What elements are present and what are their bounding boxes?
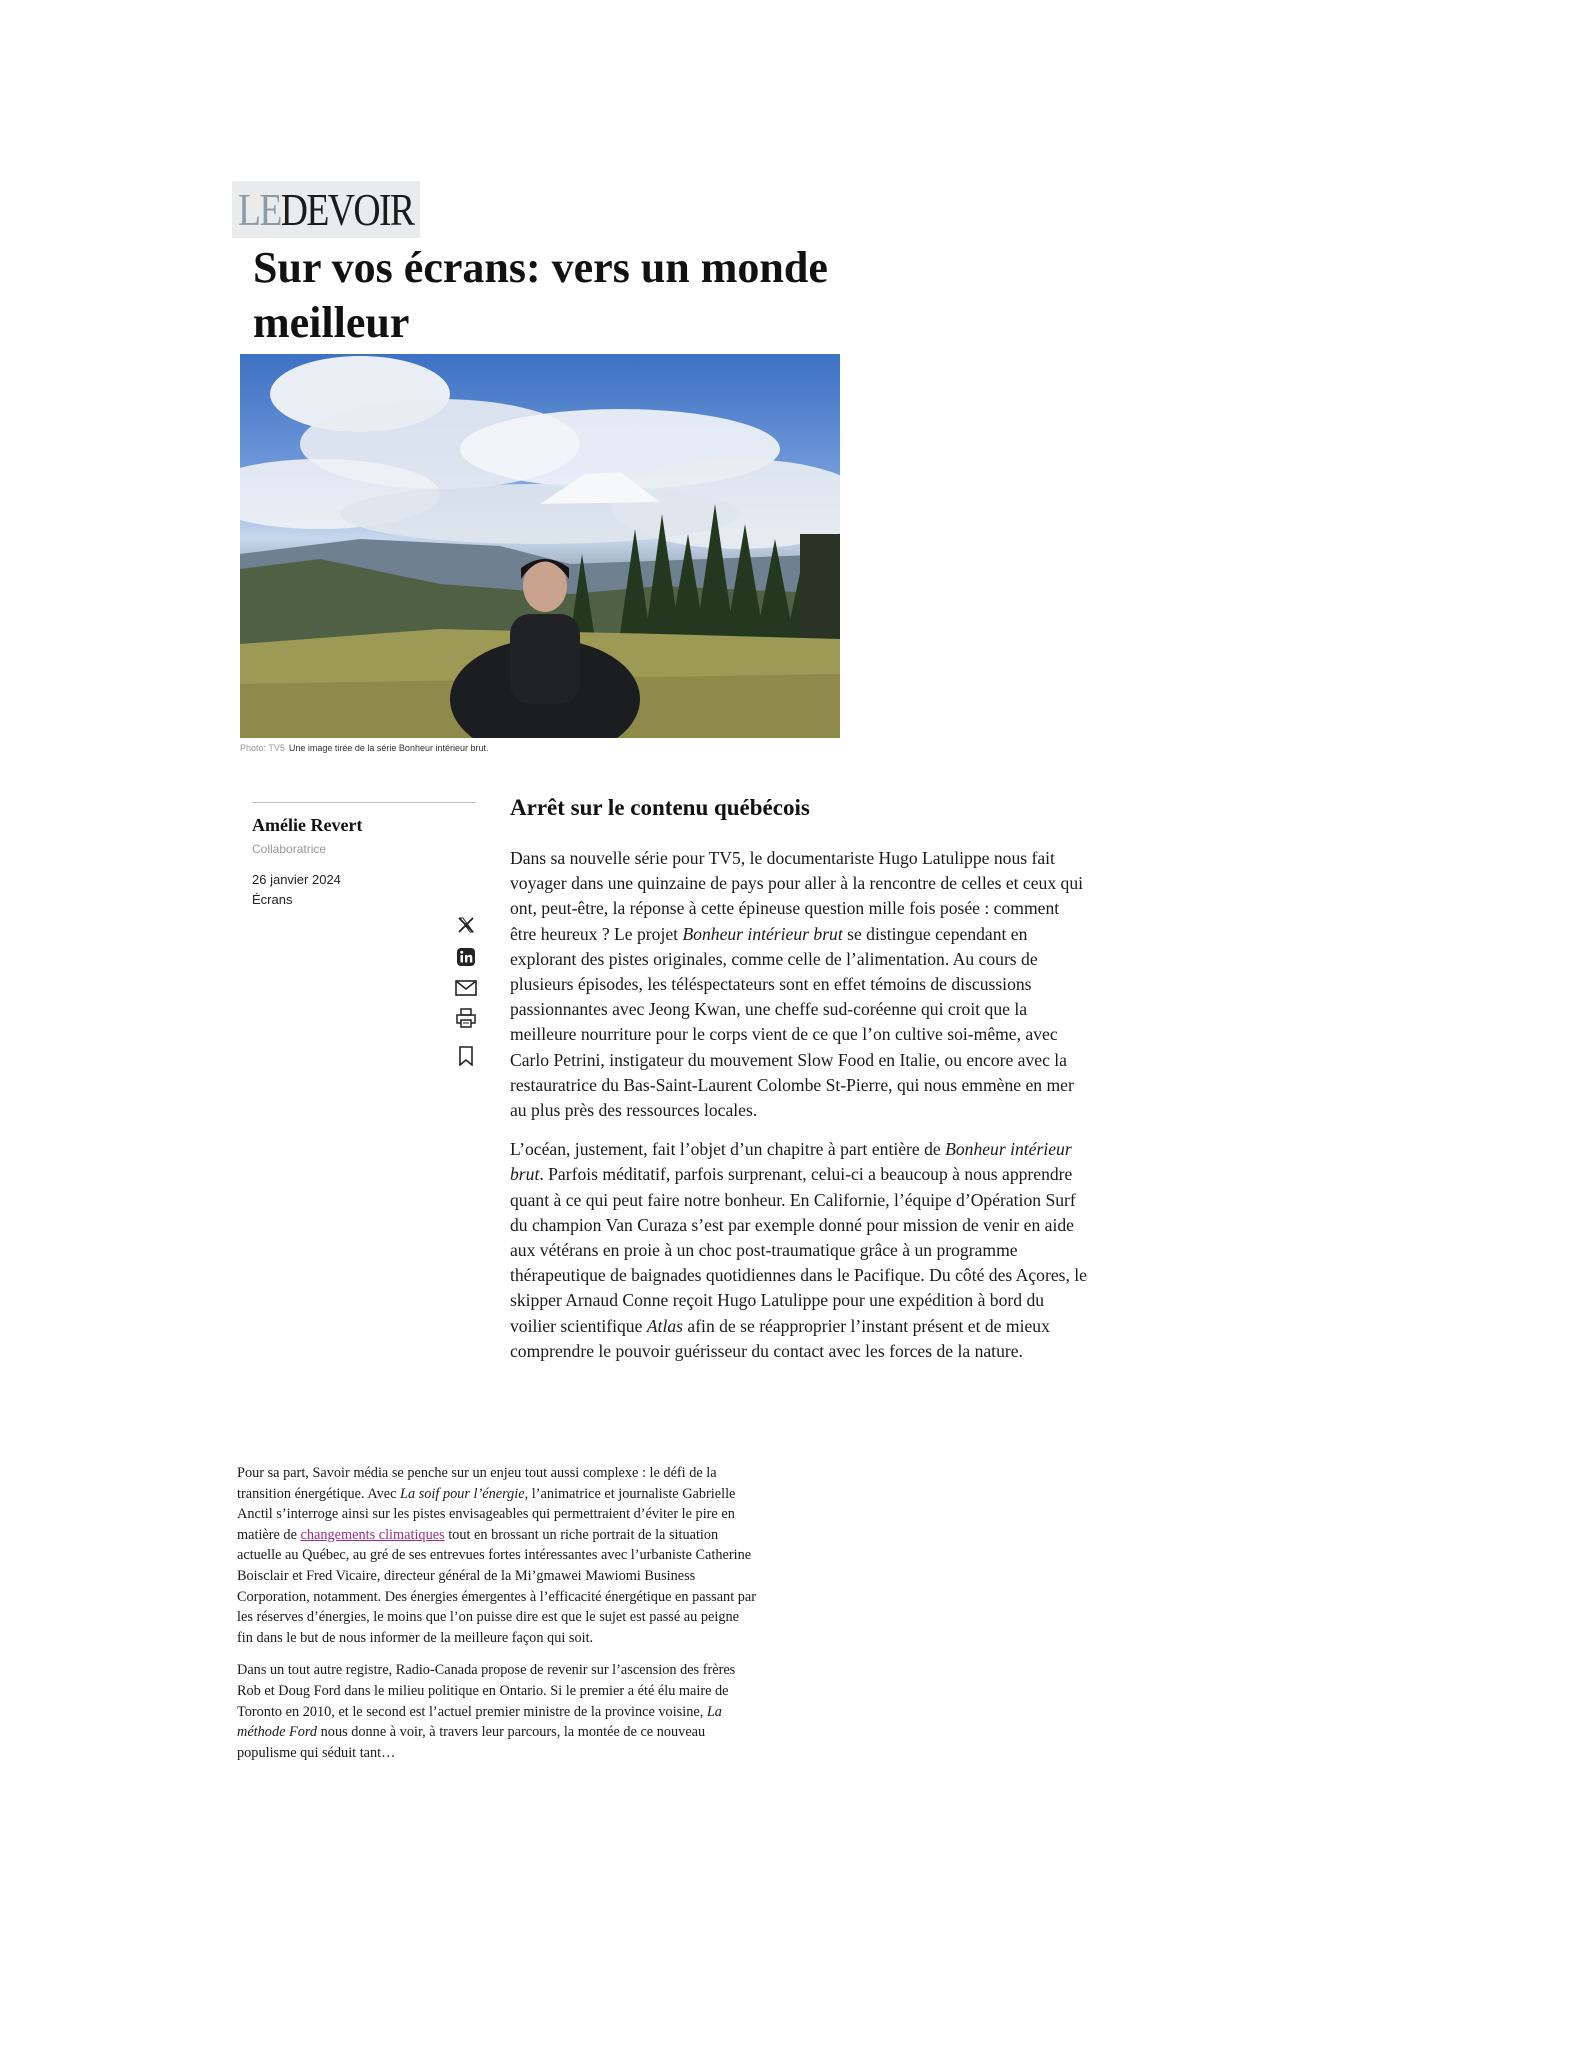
- author-role: Collaboratrice: [252, 842, 327, 856]
- article-headline: Sur vos écrans: vers un monde meilleur: [253, 243, 828, 347]
- photo-caption: [240, 743, 488, 753]
- article-body-left: [237, 1463, 757, 1775]
- linkedin-icon[interactable]: [455, 946, 477, 968]
- photo-credit: Photo: TV5: [240, 743, 285, 753]
- share-toolbar: [455, 914, 479, 1067]
- article-body-right: [510, 846, 1088, 1378]
- climate-change-link[interactable]: changements climatiques: [300, 1526, 445, 1543]
- photo-illustration: [240, 354, 840, 738]
- paragraph-2: L’océan, justement, fait l’objet d’un chapitre à part entière de Bonheur intérieur brut. Parfois méditatif, parfois surprenant, celui-ci a beaucoup à nous apprendre quant à ce qui peut faire notre bonheur. En Californie, l’équipe d’Opération Surf du champion Van Curaza s’est par exemple donné pour mission de venir en aide aux vétérans en proie à un choc post-traumatique grâce à un programme thérapeutique de baignades quotidiennes dans le Pacifique. Du côté des Açores, le skipper Arnaud Conne reçoit Hugo Latulippe pour une expédition à bord du voilier scientifique Atlas afin de se réapproprier l’instant présent et de mieux comprendre le pouvoir guérisseur du contact avec les forces de la nature.: [510, 1139, 1087, 1361]
- paragraph-3: Pour sa part, Savoir média se penche sur un enjeu tout aussi complexe : le défi de la transition énergétique. Avec La soif pour l’énergie, l’animatrice et journaliste Gabrielle Anctil s’interroge ainsi sur les pistes envisageables qui permettraient d’éviter le pire en matière de changements climatiques tout en brossant un riche portrait de la situation actuelle au Québec, au gré de ses entrevues fortes intéressantes avec l’urbaniste Catherine Boisclair et Fred Vicaire, directeur général de la Mi’gmawei Mawiomi Business Corporation, notamment. Des énergies émergentes à l’efficacité énergétique en passant par les réserves d’énergies, le moins que l’on puisse dire est que le sujet est passé au peigne fin dans le but de nous informer de la meilleure façon qui soit.: [237, 1465, 756, 1646]
- byline-divider: [252, 802, 476, 803]
- bookmark-icon[interactable]: [455, 1045, 477, 1067]
- x-icon[interactable]: [455, 914, 477, 936]
- logo-le: LE: [238, 184, 281, 235]
- article-subhead: Arrêt sur le contenu québécois: [510, 795, 810, 820]
- byline-sidebar: [252, 802, 476, 907]
- article-photo: [240, 354, 840, 738]
- author-name[interactable]: Amélie Revert: [252, 815, 363, 835]
- le-devoir-logo[interactable]: [232, 181, 420, 238]
- section-link[interactable]: Écrans: [252, 892, 293, 907]
- mail-icon[interactable]: [455, 977, 477, 999]
- print-icon[interactable]: [455, 1007, 477, 1029]
- photo-caption-text: Une image tirée de la série Bonheur intérieur brut.: [288, 743, 489, 753]
- paragraph-1: Dans sa nouvelle série pour TV5, le documentariste Hugo Latulippe nous fait voyager dans une quinzaine de pays pour aller à la rencontre de celles et ceux qui ont, peut-être, la réponse à cette épineuse question mille fois posée : comment être heureux ? Le projet Bonheur intérieur brut se distingue cependant en explorant des pistes originales, comme celle de l’alimentation. Au cours de plusieurs épisodes, les téléspectateurs sont en effet témoins de discussions passionnantes avec Jeong Kwan, une cheffe sud-coréenne qui croit que la meilleure nourriture pour le corps vient de ce que l’on cultive soi-même, avec Carlo Petrini, instigateur du mouvement Slow Food en Italie, ou encore avec la restauratrice du Bas-Saint-Laurent Colombe St-Pierre, qui nous emmène en mer au plus près des ressources locales.: [510, 848, 1084, 1121]
- publish-date: 26 janvier 2024: [252, 872, 341, 887]
- logo-devoir: DEVOIR: [280, 184, 414, 235]
- paragraph-4: Dans un tout autre registre, Radio-Canada propose de revenir sur l’ascension des frères Rob et Doug Ford dans le milieu politique en Ontario. Si le premier a été élu maire de Toronto en 2010, et le second est l’actuel premier ministre de la province voisine, La méthode Ford nous donne à voir, à travers leur parcours, la montée de ce nouveau populisme qui séduit tant…: [237, 1662, 736, 1761]
